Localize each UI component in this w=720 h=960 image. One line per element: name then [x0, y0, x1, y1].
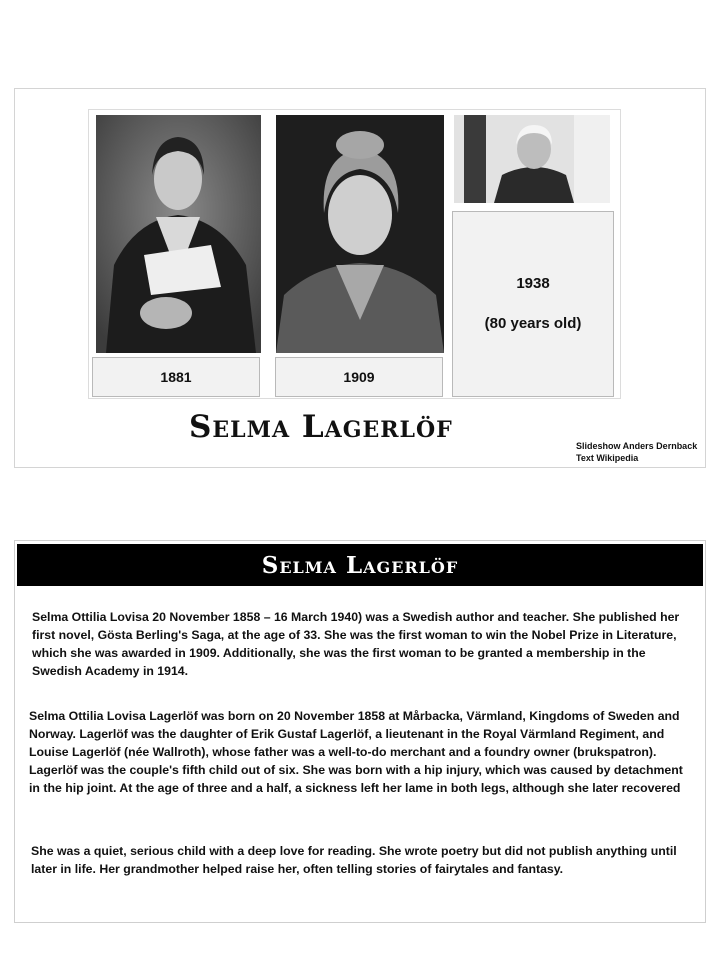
caption-1938	[452, 211, 614, 397]
portrait-1881-photo	[96, 115, 261, 353]
biography-header: Selma Lagerlöf	[17, 544, 703, 586]
caption-1938-year: 1938	[516, 275, 550, 292]
slide-biography	[14, 540, 706, 923]
caption-1909: 1909	[275, 357, 443, 397]
credits-slideshow: Slideshow Anders Dernback	[576, 441, 698, 451]
portrait-1938-photo	[454, 115, 610, 203]
slide-photos	[14, 88, 706, 468]
credits-text-source: Text Wikipedia	[576, 453, 639, 463]
slide-title: Selma Lagerlöf	[189, 409, 453, 445]
caption-1881: 1881	[92, 357, 260, 397]
portrait-1909-photo	[276, 115, 444, 353]
caption-1938-age: (80 years old)	[484, 315, 582, 332]
biography-paragraph: She was a quiet, serious child with a deep love for reading. She wrote poetry but did not publish anything until later in life. Her grandmother helped raise her, often telling stories of fairytales and fantasy.	[31, 844, 677, 876]
biography-paragraph: Selma Ottilia Lovisa 20 November 1858 – 16 March 1940) was a Swedish author and teacher. She published her first novel, Gösta Berling's Saga, at the age of 33. She was the first woman to win the Nobel Prize in Literature, which she was awarded in 1909. Additionally, she was the first woman to be granted a membership in the Swedish Academy in 1914.	[32, 610, 680, 678]
credits	[576, 440, 697, 464]
biography-paragraph: Selma Ottilia Lovisa Lagerlöf was born on 20 November 1858 at Mårbacka, Värmland, Kingdoms of Sweden and Norway. Lagerlöf was the daughter of Erik Gustaf Lagerlöf, a lieutenant in the Royal Värmland Regiment, and Louise Lagerlöf (née Wallroth), whose father was a well-to-do merchant and a foundry owner (brukspatron). Lagerlöf was the couple's fifth child out of six. She was born with a hip injury, which was caused by detachment in the hip joint. At the age of three and a half, a sickness left her lame in both legs, although she later recovered	[29, 709, 683, 795]
photo-collage	[88, 109, 621, 399]
